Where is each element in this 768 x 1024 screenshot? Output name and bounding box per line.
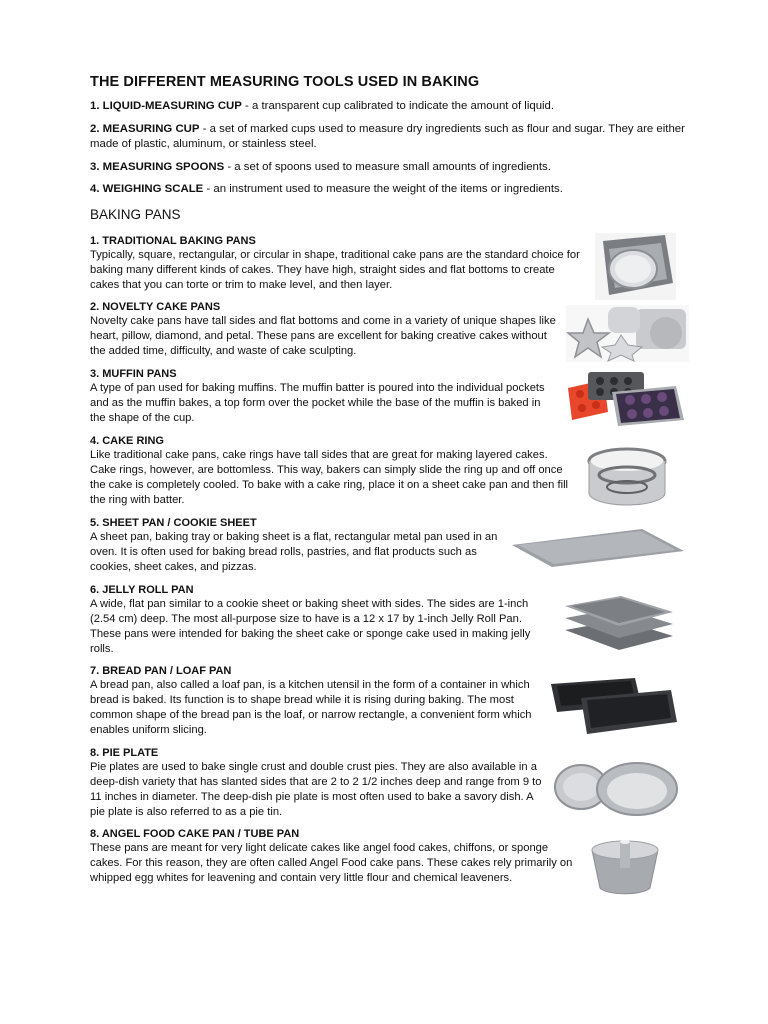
pan-title: 1. TRADITIONAL BAKING PANS bbox=[90, 235, 256, 247]
tool-name: 3. MEASURING SPOONS bbox=[90, 161, 225, 173]
pan-item-traditional bbox=[90, 234, 585, 293]
pan-item-tube-pan bbox=[90, 827, 580, 886]
tool-description: - an instrument used to measure the weight of the items or ingredients. bbox=[203, 183, 563, 195]
round-cake-pans-photo bbox=[595, 233, 676, 300]
tool-item-weighing-scale bbox=[90, 182, 690, 197]
pan-item-jelly-roll bbox=[90, 583, 555, 657]
pan-item-pie-plate bbox=[90, 746, 545, 820]
pan-description: Typically, square, rectangular, or circular in shape, traditional cake pans are the standard choice for baking many different kinds of cakes. They have high, straight sides and flat bottoms to create cakes that you can torte or trim to make level, and then layer. bbox=[90, 249, 580, 291]
tube-pan-photo bbox=[584, 836, 666, 898]
pan-description: Pie plates are used to bake single crust and double crust pies. They are also available in a deep-dish variety that has slanted sides that are 2 to 2 1/2 inches deep and range from 9 to 11 inches in diameter. The deep-dish pie plate is most often used to bake a savory dish. A pie plate is also referred to as a pie tin. bbox=[90, 761, 542, 818]
muffin-pans-photo bbox=[568, 370, 688, 427]
tool-description: - a set of marked cups used to measure dry ingredients such as flour and sugar. They are either made of plastic, aluminum, or stainless steel. bbox=[90, 123, 685, 150]
pan-title: 8. ANGEL FOOD CAKE PAN / TUBE PAN bbox=[90, 828, 300, 840]
pan-description: A bread pan, also called a loaf pan, is a kitchen utensil in the form of a container in which bread is baked. Its function is to shape bread while it is rising during baking. The most common shape of the bread pan is the loaf, or narrow rectangle, a convenient form which enables uniform slicing. bbox=[90, 679, 532, 736]
pan-item-cake-ring bbox=[90, 434, 570, 508]
section-heading-baking-pans: BAKING PANS bbox=[90, 207, 181, 222]
pan-item-novelty bbox=[90, 300, 560, 359]
tool-description: - a set of spoons used to measure small amounts of ingredients. bbox=[224, 161, 551, 173]
pan-description: A sheet pan, baking tray or baking sheet is a flat, rectangular metal pan used in an oven. It is often used for baking bread rolls, pastries, and flat products such as cookies, sheet cakes, and pizzas. bbox=[90, 531, 498, 573]
tool-description: - a transparent cup calibrated to indicate the amount of liquid. bbox=[241, 100, 555, 112]
pan-title: 5. SHEET PAN / COOKIE SHEET bbox=[90, 517, 257, 529]
tool-item-measuring-spoons bbox=[90, 160, 690, 175]
pan-item-loaf-pan bbox=[90, 664, 545, 738]
pan-title: 6. JELLY ROLL PAN bbox=[90, 584, 194, 596]
sheet-pan-photo bbox=[510, 527, 685, 569]
tool-item-liquid-measuring-cup bbox=[90, 99, 690, 114]
pan-description: Novelty cake pans have tall sides and flat bottoms and come in a variety of unique shapes like heart, pillow, diamond, and petal. These pans are excellent for baking creative cakes without the added time, difficulty, and waste of cake sculpting. bbox=[90, 315, 556, 357]
tool-name: 4. WEIGHING SCALE bbox=[90, 183, 204, 195]
tool-name: 1. LIQUID-MEASURING CUP bbox=[90, 100, 242, 112]
pan-description: Like traditional cake pans, cake rings have tall sides that are great for making layered cakes. Cake rings, however, are bottomless. This way, bakers can simply slide the ring up and off once the cake is completely cooled. To bake with a cake ring, place it on a sheet cake pan and then fill the ring with batter. bbox=[90, 449, 569, 506]
pan-title: 4. CAKE RING bbox=[90, 435, 164, 447]
pan-description: A wide, flat pan similar to a cookie sheet or baking sheet with sides. The sides are 1-inch (2.54 cm) deep. The most all-purpose size to have is a 12 x 17 by 1-inch Jelly Roll Pan. These pans were intended for baking the sheet cake or sponge cake used in making jelly rolls. bbox=[90, 598, 531, 655]
pan-title: 2. NOVELTY CAKE PANS bbox=[90, 301, 221, 313]
pie-plates-photo bbox=[551, 757, 680, 819]
page-title: THE DIFFERENT MEASURING TOOLS USED IN BAKING bbox=[90, 74, 480, 90]
pan-title: 3. MUFFIN PANS bbox=[90, 368, 177, 380]
novelty-pans-photo bbox=[566, 305, 689, 362]
pan-item-sheet-pan bbox=[90, 516, 500, 575]
pan-title: 7. BREAD PAN / LOAF PAN bbox=[90, 665, 232, 677]
tool-name: 2. MEASURING CUP bbox=[90, 123, 200, 135]
pan-description: These pans are meant for very light delicate cakes like angel food cakes, chiffons, or sponge cakes. For this reason, they are often called Angel Food cake pans. These cakes rely primarily on whipped egg whites for leavening and contain very little flour and chemical leaveners. bbox=[90, 842, 573, 884]
loaf-pans-photo bbox=[551, 676, 679, 741]
pan-title: 8. PIE PLATE bbox=[90, 747, 159, 759]
jelly-roll-pans-photo bbox=[561, 596, 678, 654]
pan-description: A type of pan used for baking muffins. The muffin batter is poured into the individual pockets and as the muffin bakes, a top form over the pocket while the base of the muffin is baked in the shape of the cup. bbox=[90, 382, 545, 424]
cake-rings-photo bbox=[583, 445, 673, 510]
tool-item-measuring-cup bbox=[90, 122, 690, 152]
pan-item-muffin bbox=[90, 367, 555, 426]
